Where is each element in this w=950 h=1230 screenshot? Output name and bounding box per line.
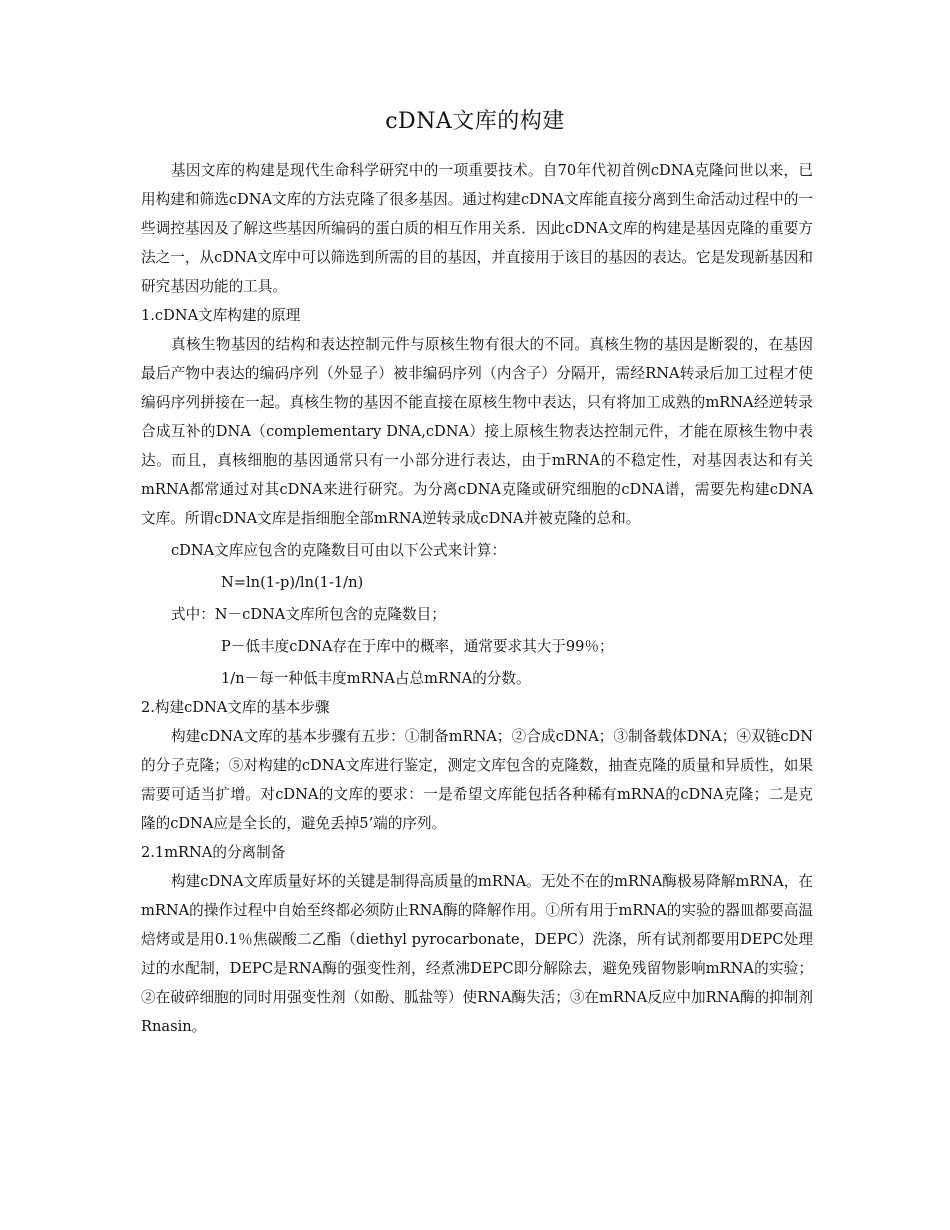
intro-paragraph: 基因文库的构建是现代生命科学研究中的一项重要技术。自70年代初首例cDNA克隆问世以来，已用构建和筛选cDNA文库的方法克隆了很多基因。通过构建cDNA文库能直接分离到生命活动过程中的一些调控基因及了解这些基因所编码的蛋白质的相互作用关系．因此cDNA文库的构建是基因克隆的重要方法之一，从cDNA文库中可以筛选到所需的目的基因，并直接用于该目的基因的表达。它是发现新基因和研究基因功能的工具。	[141, 162, 813, 295]
formula-note-n: 式中：N－cDNA文库所包含的克隆数目；	[171, 606, 446, 623]
section-2-1-paragraph-1: 构建cDNA文库质量好坏的关键是制得高质量的mRNA。无处不在的mRNA酶极易降解mRNA，在mRNA的操作过程中自始至终都必须防止RNA酶的降解作用。①所有用于mRNA的实验的器皿都要高温焙烤或是用0.1％焦碳酸二乙酯（diethyl pyrocarbonate，DEPC）洗涤，所有试剂都要用DEPC处理过的水配制，DEPC是RNA酶的强变性剂，经煮沸DEPC即分解除去，避免残留物影响mRNA的实验；②在破碎细胞的同时用强变性剂（如酚、胍盐等）使RNA酶失活；③在mRNA反应中加RNA酶的抑制剂Rnasin。	[141, 873, 813, 1035]
document-title: cDNA文库的构建	[385, 109, 565, 134]
formula-note-p: P－低丰度cDNA存在于库中的概率，通常要求其大于99％；	[221, 638, 614, 655]
formula-note-1-over-n: 1/n－每一种低丰度mRNA占总mRNA的分数。	[221, 670, 531, 687]
section-2-1-heading: 2.1mRNA的分离制备	[141, 844, 286, 861]
document-body	[141, 156, 813, 1041]
clone-number-formula: N=ln(1-p)/ln(1-1/n)	[221, 574, 364, 591]
section-1-paragraph-1: 真核生物基因的结构和表达控制元件与原核生物有很大的不同。真核生物的基因是断裂的，在基因最后产物中表达的编码序列（外显子）被非编码序列（内含子）分隔开，需经RNA转录后加工过程才使编码序列拼接在一起。真核生物的基因不能直接在原核生物中表达，只有将加工成熟的mRNA经逆转录合成互补的DNA（complementary DNA,cDNA）接上原核生物表达控制元件，才能在原核生物中表达。而且，真核细胞的基因通常只有一小部分进行表达，由于mRNA的不稳定性，对基因表达和有关mRNA都常通过对其cDNA来进行研究。为分离cDNA克隆或研究细胞的cDNA谱，需要先构建cDNA文库。所谓cDNA文库是指细胞全部mRNA逆转录成cDNA并被克隆的总和。	[141, 336, 813, 527]
section-1-heading: 1.cDNA文库构建的原理	[141, 307, 301, 324]
section-2-paragraph-1: 构建cDNA文库的基本步骤有五步：①制备mRNA；②合成cDNA；③制备载体DNA；④双链cDN的分子克隆；⑤对构建的cDNA文库进行鉴定，测定文库包含的克隆数，抽查克隆的质量和异质性，如果需要可适当扩增。对cDNA的文库的要求：一是希望文库能包括各种稀有mRNA的cDNA克隆；二是克隆的cDNA应是全长的，避免丢掉5’端的序列。	[141, 728, 813, 832]
section-1-paragraph-2: cDNA文库应包含的克隆数目可由以下公式来计算：	[171, 542, 507, 559]
section-2-heading: 2.构建cDNA文库的基本步骤	[141, 699, 330, 716]
